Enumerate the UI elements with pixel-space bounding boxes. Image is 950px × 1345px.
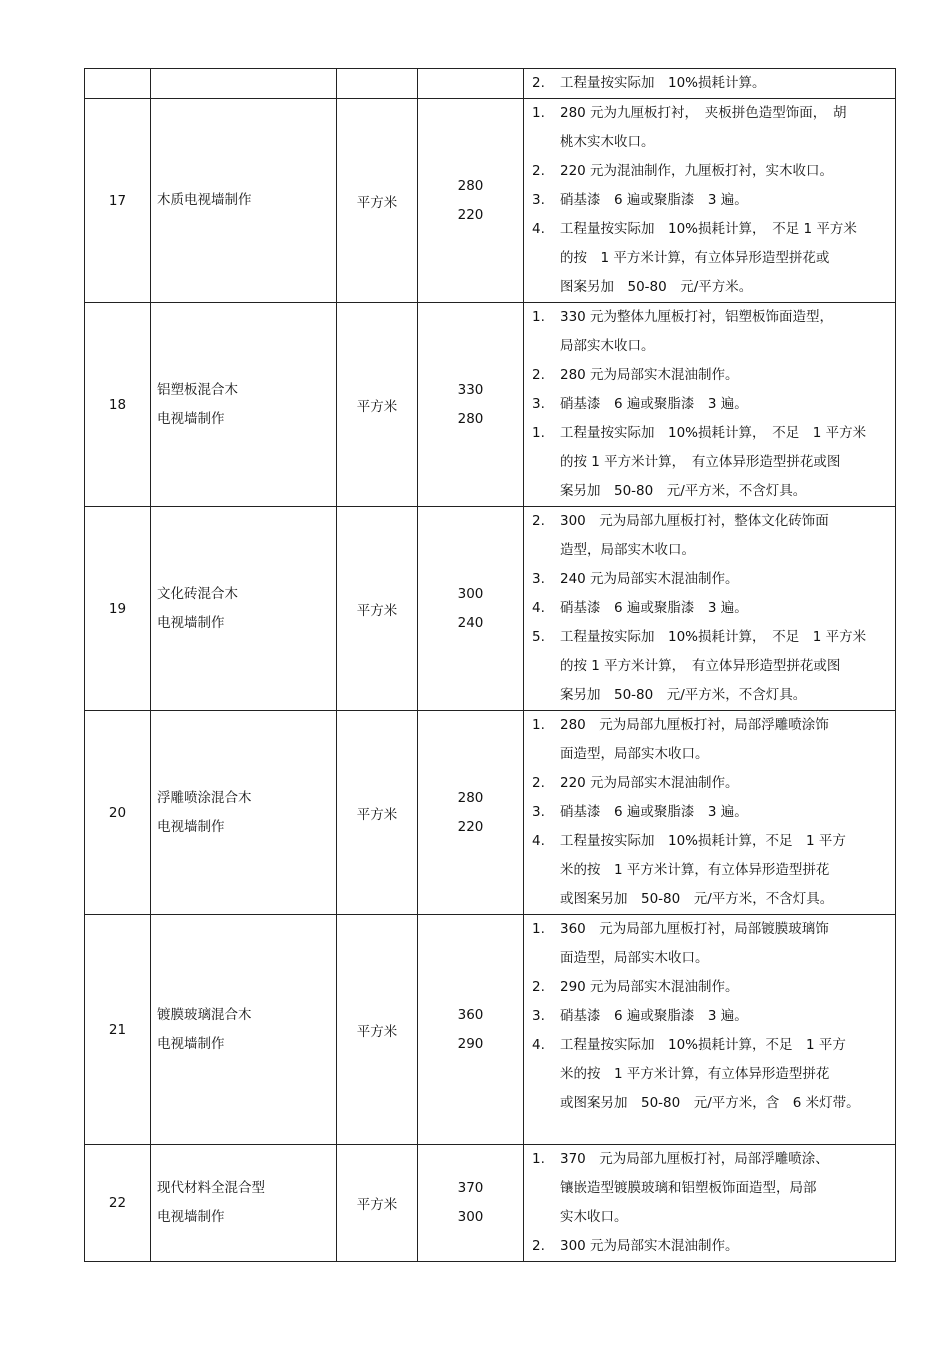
item-unit: 平方米 bbox=[337, 99, 418, 303]
table-body bbox=[85, 69, 896, 1262]
item-description bbox=[524, 303, 896, 507]
description-text: 220 元为局部实木混油制作。 bbox=[560, 775, 739, 791]
price-value: 300 bbox=[457, 585, 484, 602]
description-text: 面造型，局部实木收口。 bbox=[560, 746, 709, 762]
price-value: 360 bbox=[457, 1006, 484, 1023]
description-line bbox=[532, 740, 889, 769]
description-line bbox=[532, 215, 889, 244]
list-number: 3. bbox=[532, 804, 545, 820]
item-description bbox=[524, 1145, 896, 1262]
item-name-line: 文化砖混合木 bbox=[157, 585, 238, 602]
item-name bbox=[151, 303, 337, 507]
item-unit: 平方米 bbox=[337, 711, 418, 915]
price-value: 370 bbox=[457, 1180, 484, 1196]
item-prices bbox=[418, 915, 524, 1145]
description-text: 实木收口。 bbox=[560, 1209, 628, 1225]
price-value: 290 bbox=[457, 1035, 484, 1052]
item-name-line: 电视墙制作 bbox=[157, 1035, 225, 1052]
list-number: 4. bbox=[532, 1037, 545, 1053]
description-line bbox=[532, 594, 889, 623]
item-number: 17 bbox=[85, 99, 151, 303]
price-value: 220 bbox=[457, 206, 484, 223]
list-number: 4. bbox=[532, 221, 545, 237]
item-description bbox=[524, 711, 896, 915]
list-number: 1. bbox=[532, 921, 545, 937]
item-name bbox=[151, 1145, 337, 1262]
list-number: 1. bbox=[532, 309, 545, 325]
item-name-line: 浮雕喷涂混合木 bbox=[157, 789, 252, 806]
description-text: 290 元为局部实木混油制作。 bbox=[560, 979, 739, 995]
item-unit bbox=[337, 69, 418, 99]
description-text: 的按 1 平方米计算， 有立体异形造型拼花或图 bbox=[560, 454, 841, 470]
item-name-line: 木质电视墙制作 bbox=[157, 192, 252, 208]
price-value: 280 bbox=[457, 789, 484, 806]
pricing-table bbox=[84, 68, 896, 1262]
description-line bbox=[532, 332, 889, 361]
table-row bbox=[85, 711, 896, 915]
item-prices bbox=[418, 303, 524, 507]
item-name bbox=[151, 69, 337, 99]
description-line bbox=[532, 448, 889, 477]
list-number: 3. bbox=[532, 396, 545, 412]
item-number: 19 bbox=[85, 507, 151, 711]
description-text: 米的按 1 平方米计算，有立体异形造型拼花 bbox=[560, 1066, 830, 1082]
table-row bbox=[85, 69, 896, 99]
item-description bbox=[524, 69, 896, 99]
item-prices bbox=[418, 1145, 524, 1262]
description-text: 280 元为局部九厘板打衬，局部浮雕喷涂饰 bbox=[560, 717, 829, 733]
description-text: 240 元为局部实木混油制作。 bbox=[560, 571, 739, 587]
item-number: 20 bbox=[85, 711, 151, 915]
description-line bbox=[532, 944, 889, 973]
description-text: 镶嵌造型镀膜玻璃和铝塑板饰面造型，局部 bbox=[560, 1180, 817, 1196]
description-line bbox=[532, 1060, 889, 1089]
price-value: 240 bbox=[457, 614, 484, 631]
description-text: 硝基漆 6 遍或聚脂漆 3 遍。 bbox=[560, 804, 748, 820]
description-text: 的按 1 平方米计算，有立体异形造型拼花或 bbox=[560, 250, 830, 266]
description-text: 图案另加 50-80 元/平方米。 bbox=[560, 279, 753, 295]
list-number: 2. bbox=[532, 775, 545, 791]
description-text: 360 元为局部九厘板打衬，局部镀膜玻璃饰 bbox=[560, 921, 829, 937]
description-line bbox=[532, 711, 889, 740]
description-line bbox=[532, 419, 889, 448]
list-number: 4. bbox=[532, 833, 545, 849]
description-text: 300 元为局部实木混油制作。 bbox=[560, 1238, 739, 1254]
list-number: 2. bbox=[532, 513, 545, 529]
description-line bbox=[532, 681, 889, 710]
list-number: 2. bbox=[532, 75, 545, 91]
list-number: 3. bbox=[532, 571, 545, 587]
description-line bbox=[532, 798, 889, 827]
description-line bbox=[532, 507, 889, 536]
description-text: 280 元为局部实木混油制作。 bbox=[560, 367, 739, 383]
list-number: 1. bbox=[532, 105, 545, 121]
price-value: 300 bbox=[457, 1209, 484, 1225]
description-line bbox=[532, 973, 889, 1002]
description-line bbox=[532, 536, 889, 565]
description-line bbox=[532, 827, 889, 856]
description-line bbox=[532, 856, 889, 885]
description-text: 280 元为九厘板打衬， 夹板拼色造型饰面， 胡 bbox=[560, 105, 847, 121]
description-text: 220 元为混油制作，九厘板打衬，实木收口。 bbox=[560, 163, 834, 179]
item-name-line: 现代材料全混合型 bbox=[157, 1180, 265, 1196]
description-text: 或图案另加 50-80 元/平方米，含 6 米灯带。 bbox=[560, 1095, 860, 1111]
item-name bbox=[151, 507, 337, 711]
list-number: 4. bbox=[532, 600, 545, 616]
description-text: 局部实木收口。 bbox=[560, 338, 655, 354]
item-description bbox=[524, 99, 896, 303]
description-line bbox=[532, 1203, 889, 1232]
item-prices bbox=[418, 99, 524, 303]
description-text: 案另加 50-80 元/平方米，不含灯具。 bbox=[560, 687, 807, 703]
description-text: 330 元为整体九厘板打衬，铝塑板饰面造型， bbox=[560, 309, 834, 325]
table-row bbox=[85, 1145, 896, 1262]
description-text: 硝基漆 6 遍或聚脂漆 3 遍。 bbox=[560, 192, 748, 208]
description-line bbox=[532, 1145, 889, 1174]
description-line bbox=[532, 69, 889, 98]
item-name-line: 电视墙制作 bbox=[157, 410, 225, 427]
price-value: 220 bbox=[457, 818, 484, 835]
list-number: 1. bbox=[532, 1151, 545, 1167]
price-value: 330 bbox=[457, 381, 484, 398]
description-text: 工程量按实际加 10%损耗计算， 不足 1 平方米 bbox=[560, 425, 867, 441]
description-line bbox=[532, 244, 889, 273]
description-line bbox=[532, 1031, 889, 1060]
description-line bbox=[532, 186, 889, 215]
list-number: 1. bbox=[532, 717, 545, 733]
table-row bbox=[85, 507, 896, 711]
item-name-line: 电视墙制作 bbox=[157, 818, 225, 835]
item-number bbox=[85, 69, 151, 99]
description-line bbox=[532, 915, 889, 944]
item-description bbox=[524, 915, 896, 1145]
description-line bbox=[532, 157, 889, 186]
item-prices bbox=[418, 711, 524, 915]
item-unit: 平方米 bbox=[337, 1145, 418, 1262]
description-line bbox=[532, 303, 889, 332]
description-line bbox=[532, 769, 889, 798]
item-description bbox=[524, 507, 896, 711]
description-line bbox=[532, 361, 889, 390]
description-line bbox=[532, 128, 889, 157]
description-line bbox=[532, 1174, 889, 1203]
item-name bbox=[151, 711, 337, 915]
description-line bbox=[532, 273, 889, 302]
description-text: 工程量按实际加 10%损耗计算， 不足 1 平方米 bbox=[560, 221, 857, 237]
price-value: 280 bbox=[457, 410, 484, 427]
item-name bbox=[151, 915, 337, 1145]
description-line bbox=[532, 390, 889, 419]
list-number: 2. bbox=[532, 367, 545, 383]
description-text: 硝基漆 6 遍或聚脂漆 3 遍。 bbox=[560, 1008, 748, 1024]
price-value: 280 bbox=[457, 177, 484, 194]
description-line bbox=[532, 623, 889, 652]
description-text: 工程量按实际加 10%损耗计算，不足 1 平方 bbox=[560, 833, 846, 849]
description-text: 造型，局部实木收口。 bbox=[560, 542, 695, 558]
list-number: 5. bbox=[532, 629, 545, 645]
table-row bbox=[85, 915, 896, 1145]
item-name bbox=[151, 99, 337, 303]
description-line bbox=[532, 885, 889, 914]
item-name-line: 铝塑板混合木 bbox=[157, 381, 238, 398]
description-text: 300 元为局部九厘板打衬，整体文化砖饰面 bbox=[560, 513, 829, 529]
description-line bbox=[532, 1232, 889, 1261]
list-number: 2. bbox=[532, 1238, 545, 1254]
list-number: 2. bbox=[532, 163, 545, 179]
list-number: 2. bbox=[532, 979, 545, 995]
description-text: 工程量按实际加 10%损耗计算，不足 1 平方 bbox=[560, 1037, 846, 1053]
description-line bbox=[532, 1089, 889, 1118]
description-text: 硝基漆 6 遍或聚脂漆 3 遍。 bbox=[560, 600, 748, 616]
description-text: 桃木实木收口。 bbox=[560, 134, 655, 150]
item-unit: 平方米 bbox=[337, 507, 418, 711]
item-name-line: 电视墙制作 bbox=[157, 1209, 225, 1225]
description-text: 370 元为局部九厘板打衬，局部浮雕喷涂、 bbox=[560, 1151, 829, 1167]
description-line bbox=[532, 652, 889, 681]
item-prices bbox=[418, 69, 524, 99]
table-row bbox=[85, 303, 896, 507]
item-name-line: 电视墙制作 bbox=[157, 614, 225, 631]
list-number: 3. bbox=[532, 1008, 545, 1024]
description-text: 面造型，局部实木收口。 bbox=[560, 950, 709, 966]
list-number: 1. bbox=[532, 425, 545, 441]
description-line bbox=[532, 565, 889, 594]
item-unit: 平方米 bbox=[337, 303, 418, 507]
item-number: 22 bbox=[85, 1145, 151, 1262]
description-text: 工程量按实际加 10%损耗计算， 不足 1 平方米 bbox=[560, 629, 867, 645]
item-number: 18 bbox=[85, 303, 151, 507]
item-number: 21 bbox=[85, 915, 151, 1145]
description-text: 或图案另加 50-80 元/平方米，不含灯具。 bbox=[560, 891, 834, 907]
description-text: 米的按 1 平方米计算，有立体异形造型拼花 bbox=[560, 862, 830, 878]
description-line bbox=[532, 1002, 889, 1031]
table-row bbox=[85, 99, 896, 303]
description-text: 硝基漆 6 遍或聚脂漆 3 遍。 bbox=[560, 396, 748, 412]
description-line bbox=[532, 99, 889, 128]
description-line bbox=[532, 477, 889, 506]
item-unit: 平方米 bbox=[337, 915, 418, 1145]
item-name-line: 镀膜玻璃混合木 bbox=[157, 1006, 252, 1023]
description-text: 工程量按实际加 10%损耗计算。 bbox=[560, 75, 766, 91]
description-text: 的按 1 平方米计算， 有立体异形造型拼花或图 bbox=[560, 658, 841, 674]
list-number: 3. bbox=[532, 192, 545, 208]
description-text: 案另加 50-80 元/平方米，不含灯具。 bbox=[560, 483, 807, 499]
item-prices bbox=[418, 507, 524, 711]
